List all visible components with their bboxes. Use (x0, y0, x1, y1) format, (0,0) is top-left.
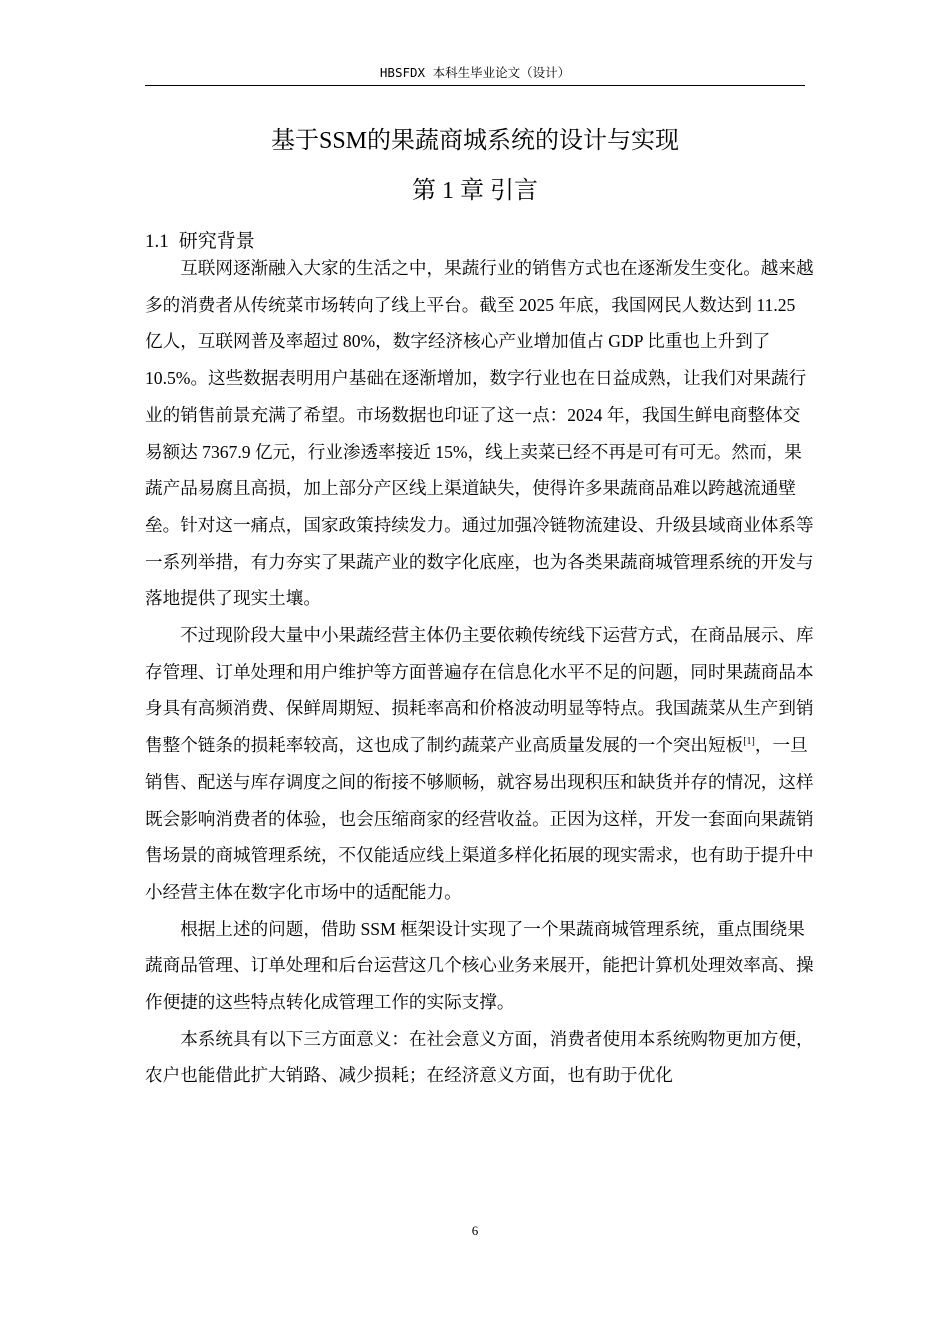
paragraph-3: 根据上述的问题，借助 SSM 框架设计实现了一个果蔬商城管理系统，重点围绕果蔬商品管理、订单处理和后台运营这几个核心业务来展开，能把计算机处理效率高、操作便捷的这些特点转化成管理工作的实际支撑。 (145, 918, 814, 1013)
section-number: 1.1 (145, 231, 169, 252)
section-title: 研究背景 (178, 231, 255, 252)
chapter-title: 第 1 章 引言 (412, 178, 538, 204)
page-number: 6 (471, 1223, 479, 1238)
body-text (145, 250, 815, 1094)
paragraph-2 (145, 617, 815, 911)
paragraph-4: 本系统具有以下三方面意义：在社会意义方面，消费者使用本系统购物更加方便，农户也能借此扩大销路、减少损耗；在经济意义方面，也有助于优化 (145, 1028, 814, 1086)
citation-ref-1: [1] (743, 736, 755, 748)
paragraph-1: 互联网逐渐融入大家的生活之中，果蔬行业的销售方式也在逐渐发生变化。越来越多的消费者从传统菜市场转向了线上平台。截至 2025 年底，我国网民人数达到 11.25 亿人，互联网普及率超过 80%，数字经济核心产业增加值占 GDP 比重也上升到了 10.5%。这些数据表明用户基础在逐渐增加，数字行业也在日益成熟，让我们对果蔬行业的销售前景充满了希望。市场数据也印证了这一点：2024 年，我国生鲜电商整体交易额达 7367.9 亿元，行业渗透率接近 15%，线上卖菜已经不再是可有可无。然而，果蔬产品易腐且高损，加上部分产区线上渠道缺失，使得许多果蔬商品难以跨越流通壁垒。针对这一痛点，国家政策持续发力。通过加强冷链物流建设、升级县域商业体系等一系列举措，有力夯实了果蔬产业的数字化底座，也为各类果蔬商城管理系统的开发与落地提供了现实土壤。 (145, 258, 814, 609)
thesis-title: 基于SSM的果蔬商城系统的设计与实现 (270, 128, 680, 154)
running-header: HBSFDX 本科生毕业论文（设计） (379, 65, 571, 80)
header-rule (145, 85, 805, 86)
paragraph-2-part-2: ，一旦销售、配送与库存调度之间的衔接不够顺畅，就容易出现积压和缺货并存的情况，这样既会影响消费者的体验，也会压缩商家的经营收益。正因为这样，开发一套面向果蔬销售场景的商城管理系统，不仅能适应线上渠道多样化拓展的现实需求，也有助于提升中小经营主体在数字化市场中的适配能力。 (145, 735, 814, 902)
paragraph-2-part-1: 不过现阶段大量中小果蔬经营主体仍主要依赖传统线下运营方式，在商品展示、库存管理、订单处理和用户维护等方面普遍存在信息化水平不足的问题，同时果蔬商品本身具有高频消费、保鲜周期短、损耗率高和价格波动明显等特点。我国蔬菜从生产到销售整个链条的损耗率较高，这也成了制约蔬菜产业高质量发展的一个突出短板 (145, 625, 814, 756)
